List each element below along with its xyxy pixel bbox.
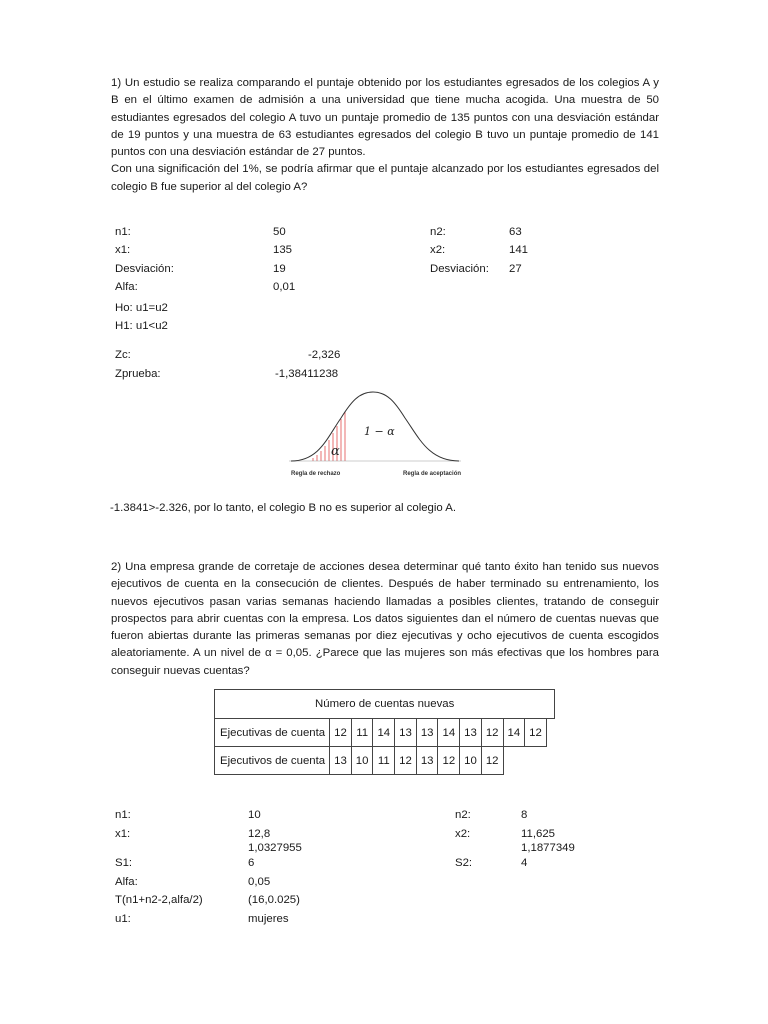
- one-minus-alpha-label: 1 − α: [364, 425, 395, 438]
- x2-label: x2:: [430, 244, 446, 256]
- table-cell: 14: [503, 719, 525, 747]
- table-cell: 13: [460, 719, 482, 747]
- row-label-ejecutivos: Ejecutivos de cuenta: [215, 747, 330, 775]
- alfa-value: 0,01: [273, 281, 296, 293]
- table-cell: 14: [373, 719, 395, 747]
- p2-x1-value: 12,8: [248, 828, 271, 840]
- zprueba-label: Zprueba:: [115, 368, 161, 380]
- table-spacer: [546, 747, 555, 775]
- problem2-paragraph: 2) Una empresa grande de corretaje de acciones desea determinar qué tanto éxito han tenido sus nuevos ejecutivos de cuenta en la consecución de clientes. Después de haber terminado su entrenamiento, los nuevos ejecutivos pasan varias semanas haciendo llamadas a posibles clientes, tratando de conseguir prospectos para abrir cuentas con la empresa. Los datos siguientes dan el número de cuentas nuevas que fueron abiertas durante las primeras semanas por diez ejecutivas y ocho ejecutivos de cuenta escogidos aleatoriamente. A un nivel de α = 0,05. ¿Parece que las mujeres son más efectivas que los hombres para conseguir nuevas cuentas?: [111, 561, 659, 677]
- n1-value: 50: [273, 226, 286, 238]
- p2-s2-value: 4: [521, 857, 528, 869]
- p2-s2-label: S2:: [455, 857, 473, 869]
- p2-x1-extra: 1,0327955: [248, 842, 302, 854]
- table-spacer: [525, 747, 547, 775]
- p2-x1-label: x1:: [115, 828, 131, 840]
- problem1-question: Con una significación del 1%, se podría afirmar que el puntaje alcanzado por los estudiantes egresados del colegio B fue superior al del colegio A?: [111, 163, 659, 193]
- p2-u1-label: u1:: [115, 913, 131, 925]
- x2-value: 141: [509, 244, 529, 256]
- alpha-label: α: [331, 444, 340, 459]
- null-hypothesis: Ho: u1=u2: [115, 302, 168, 314]
- p2-n2-label: n2:: [455, 809, 471, 821]
- p2-alfa-value: 0,05: [248, 876, 271, 888]
- desviacion1-value: 19: [273, 263, 286, 275]
- problem1-paragraph: 1) Un estudio se realiza comparando el puntaje obtenido por los estudiantes egresados de los colegios A y B en el último examen de admisión a una universidad que tiene mucha acogida. Una muestra de 50 estudiantes egresados del colegio A tuvo un puntaje promedio de 135 puntos con una desviación estándar de 19 puntos y una muestra de 63 estudiantes egresados del colegio B tuvo un puntaje promedio de 141 puntos con una desviación estándar de 27 puntos.: [111, 77, 659, 159]
- desviacion2-value: 27: [509, 263, 522, 275]
- accept-region-label: Regla de aceptación: [403, 471, 461, 477]
- p2-s1-value: 6: [248, 857, 255, 869]
- n2-label: n2:: [430, 226, 446, 238]
- x1-value: 135: [273, 244, 293, 256]
- table-row-ejecutivas: [215, 719, 555, 747]
- p2-x2-label: x2:: [455, 828, 471, 840]
- normal-curve-figure: [289, 388, 461, 482]
- desviacion2-label: Desviación:: [430, 263, 489, 275]
- table-cell: 11: [373, 747, 395, 775]
- row-label-ejecutivas: Ejecutivas de cuenta: [215, 719, 330, 747]
- p2-alfa-label: Alfa:: [115, 876, 138, 888]
- alfa-label: Alfa:: [115, 281, 138, 293]
- table-cell: 13: [395, 719, 417, 747]
- x1-label: x1:: [115, 244, 131, 256]
- table-header: Número de cuentas nuevas: [215, 690, 555, 719]
- table-spacer: [503, 747, 525, 775]
- table-cell: 11: [351, 719, 373, 747]
- n2-value: 63: [509, 226, 522, 238]
- problem1-statement: [111, 75, 659, 196]
- table-cell: 12: [481, 747, 503, 775]
- reject-region-label: Regla de rechazo: [291, 471, 341, 477]
- table-cell: 12: [525, 719, 547, 747]
- desviacion1-label: Desviación:: [115, 263, 174, 275]
- table-header-row: [215, 690, 555, 719]
- p2-x2-extra: 1,1877349: [521, 842, 575, 854]
- table-cell: 10: [351, 747, 373, 775]
- p2-s1-label: S1:: [115, 857, 133, 869]
- problem2-statement: [111, 559, 659, 680]
- table-cell: 14: [438, 719, 460, 747]
- zc-label: Zc:: [115, 349, 131, 361]
- table-row-ejecutivos: [215, 747, 555, 775]
- p2-n2-value: 8: [521, 809, 528, 821]
- p2-t-label: T(n1+n2-2,alfa/2): [115, 894, 203, 906]
- table-cell: 12: [481, 719, 503, 747]
- p2-x2-value: 11,625: [521, 828, 555, 840]
- p2-t-value: (16,0.025): [248, 894, 300, 906]
- table-cell: 13: [416, 719, 438, 747]
- n1-label: n1:: [115, 226, 131, 238]
- zc-value: -2,326: [308, 349, 341, 361]
- table-spacer: [546, 719, 555, 747]
- problem1-conclusion: -1.3841>-2.326, por lo tanto, el colegio B no es superior al colegio A.: [110, 502, 457, 514]
- p2-n1-value: 10: [248, 809, 261, 821]
- table-cell: 13: [416, 747, 438, 775]
- accounts-table: [214, 689, 555, 775]
- table-cell: 13: [330, 747, 352, 775]
- zprueba-value: -1,38411238: [275, 368, 339, 380]
- p2-n1-label: n1:: [115, 809, 131, 821]
- alt-hypothesis: H1: u1<u2: [115, 320, 168, 332]
- table-cell: 12: [395, 747, 417, 775]
- table-cell: 10: [460, 747, 482, 775]
- p2-u1-value: mujeres: [248, 913, 289, 925]
- table-cell: 12: [330, 719, 352, 747]
- table-cell: 12: [438, 747, 460, 775]
